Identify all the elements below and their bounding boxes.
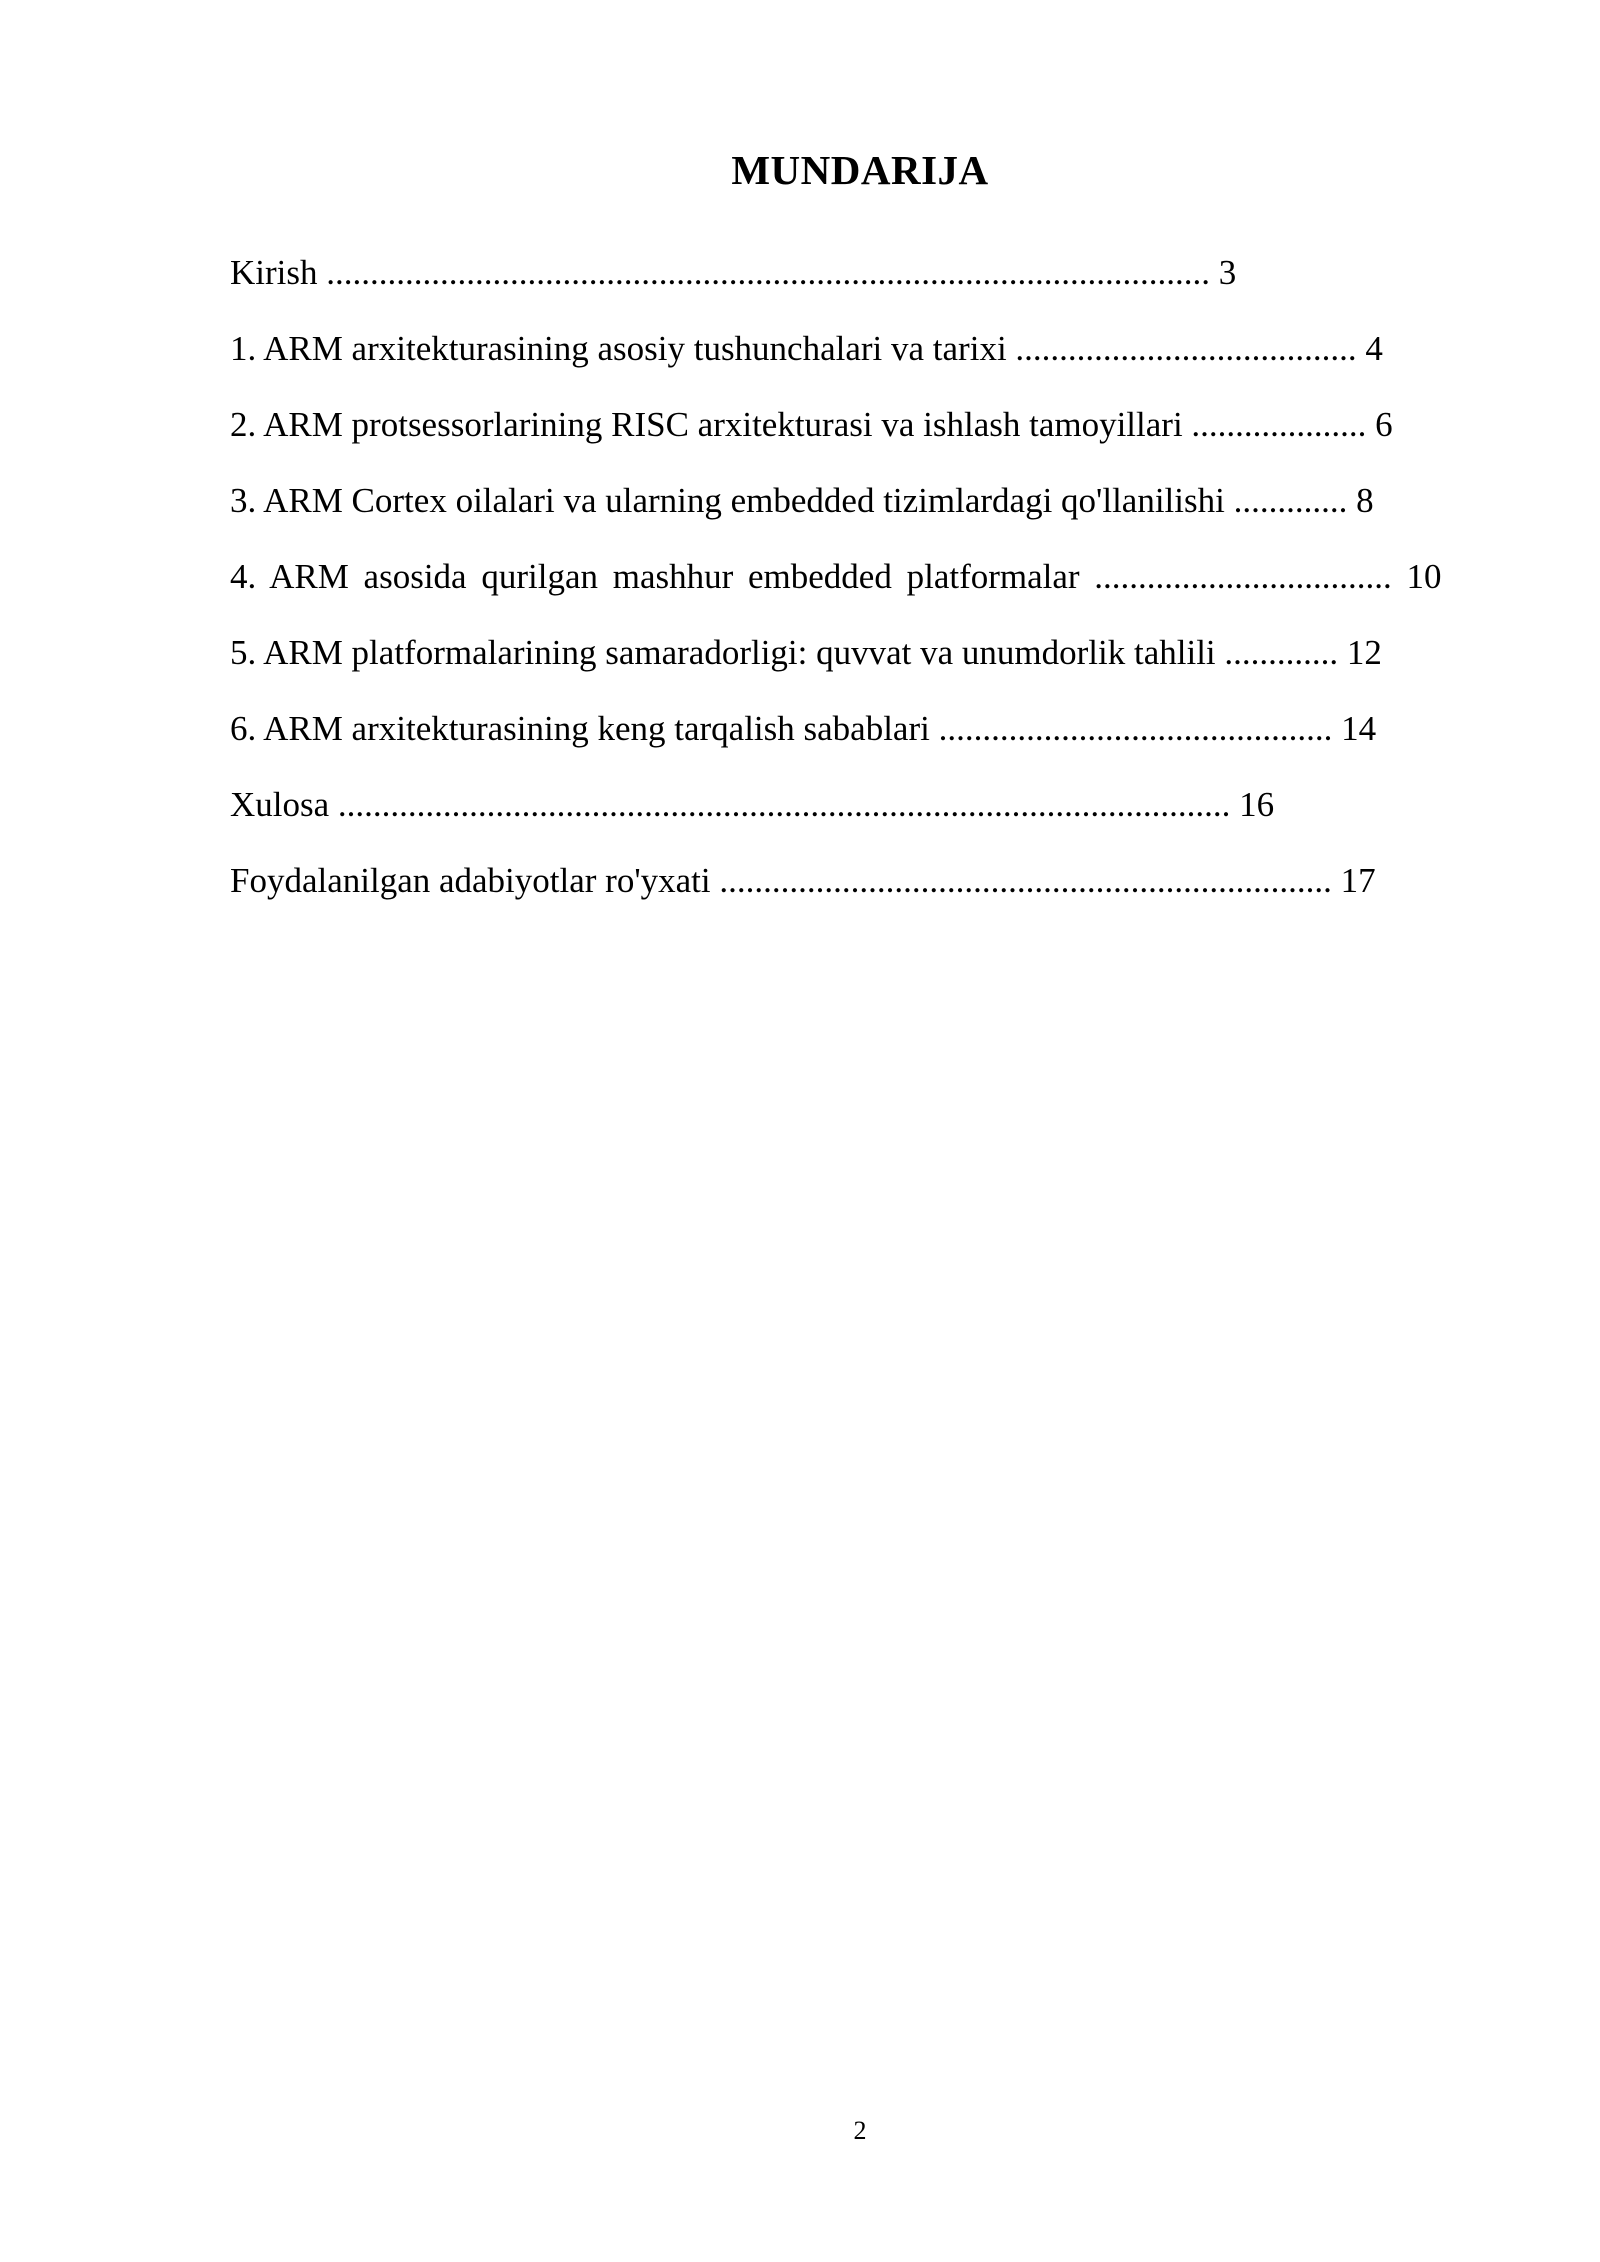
table-of-contents xyxy=(230,250,1490,934)
document-title: MUNDARIJA xyxy=(731,147,989,193)
toc-entry-5: 5. ARM platformalarining samaradorligi: quvvat va unumdorlik tahlili ............. 12 xyxy=(230,633,1382,672)
toc-entry-4: 4. ARM asosida qurilgan mashhur embedded platformalar .................................. 10 xyxy=(230,557,1442,596)
toc-entry-adabiyotlar: Foydalanilgan adabiyotlar ro'yxati ...................................................................... 17 xyxy=(230,861,1376,900)
toc-entry-kirish: Kirish ..................................................................................................... 3 xyxy=(230,253,1237,292)
toc-entry-xulosa: Xulosa ...................................................................................................... 16 xyxy=(230,785,1275,824)
toc-entry-3: 3. ARM Cortex oilalari va ularning embedded tizimlardagi qo'llanilishi ............. 8 xyxy=(230,481,1374,520)
page-number: 2 xyxy=(853,2116,867,2145)
toc-entry-1: 1. ARM arxitekturasining asosiy tushunchalari va tarixi ....................................... 4 xyxy=(230,329,1383,368)
toc-entry-6: 6. ARM arxitekturasining keng tarqalish sabablari ............................................. 14 xyxy=(230,709,1377,748)
toc-entry-2: 2. ARM protsessorlarining RISC arxitekturasi va ishlash tamoyillari .................... 6 xyxy=(230,405,1393,444)
